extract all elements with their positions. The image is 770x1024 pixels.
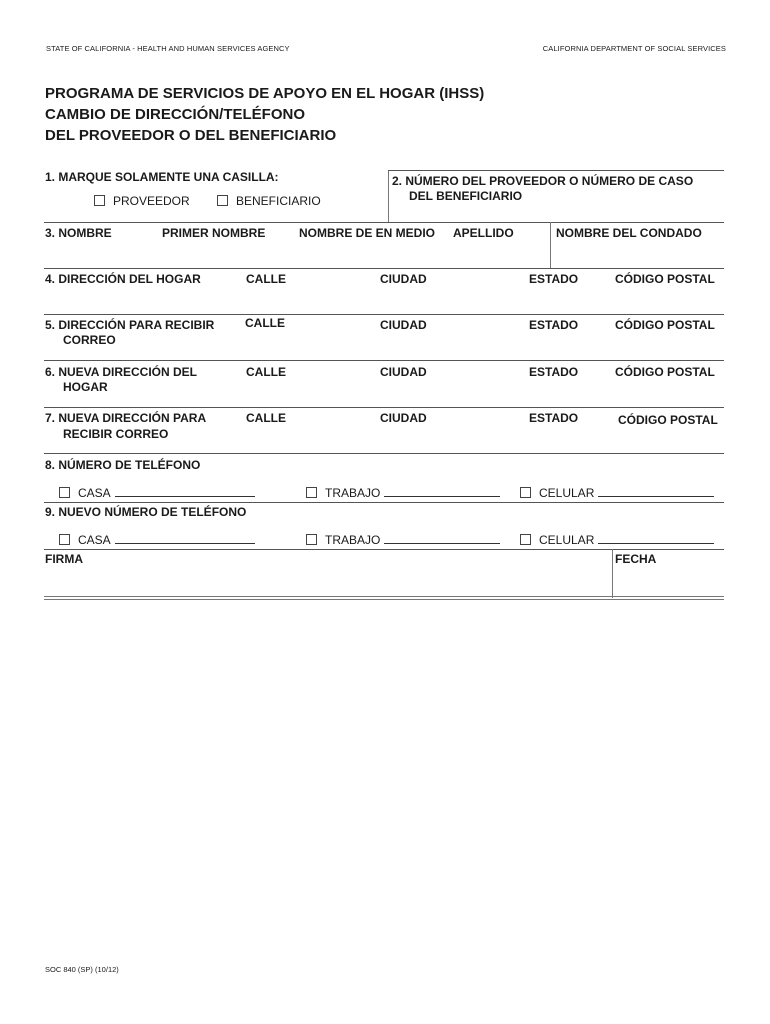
new-home-phone-option[interactable] (59, 532, 255, 548)
home-address-field[interactable] (245, 290, 723, 312)
state-label: ESTADO (529, 365, 579, 379)
cell-phone-checkbox[interactable] (520, 487, 531, 498)
date-field[interactable] (615, 568, 723, 594)
cell-phone-label: CELULAR (539, 486, 595, 500)
divider-signature (44, 549, 724, 550)
zip-label: CÓDIGO POSTAL (615, 272, 715, 286)
home-phone-checkbox[interactable] (59, 487, 70, 498)
street-label: CALLE (245, 316, 285, 330)
middle-name-label: NOMBRE DE EN MEDIO (299, 226, 436, 240)
signature-bottom-line (44, 596, 724, 597)
new-home-address-field[interactable] (245, 383, 723, 405)
name-label: 3. NOMBRE (45, 226, 112, 240)
new-work-phone-label: TRABAJO (325, 533, 381, 547)
city-label: CIUDAD (380, 411, 427, 425)
divider-section-3 (44, 222, 724, 223)
new-mailing-address-label-2: RECIBIR CORREO (63, 427, 169, 441)
signature-field[interactable] (45, 568, 605, 594)
phone-number-label: 8. NÚMERO DE TELÉFONO (45, 458, 201, 472)
state-label: ESTADO (529, 272, 579, 286)
new-phone-number-label: 9. NUEVO NÚMERO DE TELÉFONO (45, 505, 247, 519)
date-label: FECHA (615, 552, 657, 566)
work-phone-option[interactable] (306, 485, 500, 501)
zip-label: CÓDIGO POSTAL (618, 413, 718, 427)
provider-option[interactable] (94, 194, 190, 209)
section-2-top-border (388, 170, 724, 171)
new-home-phone-checkbox[interactable] (59, 534, 70, 545)
new-cell-phone-checkbox[interactable] (520, 534, 531, 545)
work-phone-label: TRABAJO (325, 486, 381, 500)
home-address-label: 4. DIRECCIÓN DEL HOGAR (45, 272, 201, 286)
mailing-address-label: 5. DIRECCIÓN PARA RECIBIR (45, 318, 215, 332)
mailing-address-label-2: CORREO (63, 333, 116, 347)
provider-checkbox[interactable] (94, 195, 105, 206)
city-label: CIUDAD (380, 365, 427, 379)
state-label: ESTADO (529, 411, 579, 425)
zip-label: CÓDIGO POSTAL (615, 365, 715, 379)
work-phone-checkbox[interactable] (306, 487, 317, 498)
beneficiary-checkbox[interactable] (217, 195, 228, 206)
department-name: CALIFORNIA DEPARTMENT OF SOCIAL SERVICES (542, 44, 726, 53)
provider-option-label: PROVEEDOR (113, 194, 190, 208)
section-1-label: 1. MARQUE SOLAMENTE UNA CASILLA: (45, 170, 279, 184)
new-work-phone-checkbox[interactable] (306, 534, 317, 545)
home-phone-label: CASA (78, 486, 111, 500)
new-cell-phone-label: CELULAR (539, 533, 595, 547)
agency-name: STATE OF CALIFORNIA - HEALTH AND HUMAN SERVICES AGENCY (46, 44, 290, 53)
section-2-label-line-1: 2. NÚMERO DEL PROVEEDOR O NÚMERO DE CASO (392, 174, 694, 188)
mailing-address-field[interactable] (245, 336, 723, 358)
title-line-1: PROGRAMA DE SERVICIOS DE APOYO EN EL HOGAR (IHSS) (45, 85, 485, 102)
county-name-label: NOMBRE DEL CONDADO (556, 226, 702, 240)
new-home-address-label-2: HOGAR (63, 380, 108, 394)
work-phone-field[interactable] (384, 485, 500, 497)
signature-bottom-double-line (44, 599, 724, 600)
new-cell-phone-field[interactable] (598, 532, 714, 544)
zip-label: CÓDIGO POSTAL (615, 318, 715, 332)
city-label: CIUDAD (380, 272, 427, 286)
signature-label: FIRMA (45, 552, 83, 566)
new-work-phone-field[interactable] (384, 532, 500, 544)
title-line-3: DEL PROVEEDOR O DEL BENEFICIARIO (45, 127, 337, 144)
street-label: CALLE (246, 365, 286, 379)
divider-section-5 (44, 314, 724, 315)
first-name-label: PRIMER NOMBRE (162, 226, 266, 240)
form-id: SOC 840 (SP) (10/12) (45, 965, 119, 974)
new-mailing-address-label: 7. NUEVA DIRECCIÓN PARA (45, 411, 207, 425)
section-2-left-border (388, 170, 389, 222)
divider-section-6 (44, 360, 724, 361)
beneficiary-option-label: BENEFICIARIO (236, 194, 321, 208)
divider-section-8 (44, 453, 724, 454)
new-cell-phone-option[interactable] (520, 532, 714, 548)
county-field[interactable] (553, 244, 723, 266)
form-title (45, 83, 484, 146)
new-mailing-address-field[interactable] (245, 429, 723, 451)
home-phone-field[interactable] (115, 485, 255, 497)
home-phone-option[interactable] (59, 485, 255, 501)
cell-phone-field[interactable] (598, 485, 714, 497)
last-name-label: APELLIDO (453, 226, 514, 240)
cell-phone-option[interactable] (520, 485, 714, 501)
divider-section-4 (44, 268, 724, 269)
case-number-field[interactable] (400, 206, 718, 220)
divider-section-7 (44, 407, 724, 408)
street-label: CALLE (246, 411, 286, 425)
section-2-label-line-2: DEL BENEFICIARIO (409, 189, 523, 203)
new-home-phone-label: CASA (78, 533, 111, 547)
new-home-phone-field[interactable] (115, 532, 255, 544)
beneficiary-option[interactable] (217, 194, 321, 209)
city-label: CIUDAD (380, 318, 427, 332)
state-label: ESTADO (529, 318, 579, 332)
new-home-address-label: 6. NUEVA DIRECCIÓN DEL (45, 365, 198, 379)
new-work-phone-option[interactable] (306, 532, 500, 548)
name-field[interactable] (45, 244, 545, 266)
street-label: CALLE (246, 272, 286, 286)
title-line-2: CAMBIO DE DIRECCIÓN/TELÉFONO (45, 106, 306, 123)
date-divider (612, 549, 613, 598)
county-divider (550, 222, 551, 268)
divider-section-9 (44, 502, 724, 503)
